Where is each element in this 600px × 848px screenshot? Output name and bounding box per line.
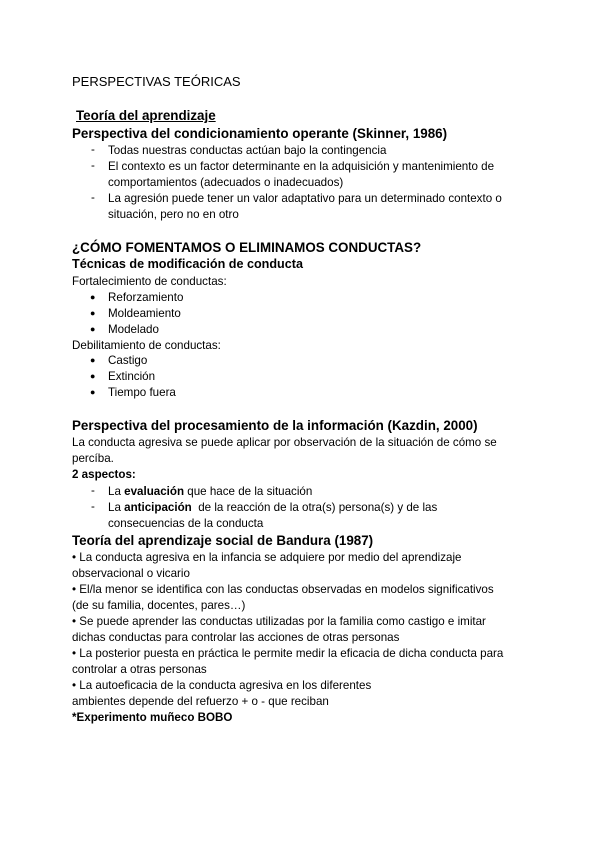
subheading-condicionamiento: Perspectiva del condicionamiento operante (Skinner, 1986) — [72, 126, 448, 141]
list-item-continuation: consecuencias de la conducta — [108, 517, 264, 530]
dash-bullet: - — [91, 484, 95, 497]
bullet-dot: ● — [90, 371, 96, 381]
list-item: Tiempo fuera — [108, 386, 176, 399]
document-title: PERSPECTIVAS TEÓRICAS — [72, 74, 241, 89]
aspect-keyword: evaluación — [124, 485, 185, 498]
paragraph-line: • El/la menor se identifica con las conductas observadas en modelos significativos — [72, 583, 494, 596]
aspects-label: 2 aspectos: — [72, 468, 136, 481]
weaken-label: Debilitamiento de conductas: — [72, 339, 221, 352]
strengthen-label: Fortalecimiento de conductas: — [72, 275, 227, 288]
paragraph-line: • La posterior puesta en práctica le permite medir la eficacia de dicha conducta para — [72, 647, 504, 660]
list-item: Extinción — [108, 370, 156, 383]
subheading-tecnicas: Técnicas de modificación de conducta — [72, 257, 303, 271]
paragraph-line: • Se puede aprender las conductas utilizadas por la familia como castigo e imitar — [72, 615, 486, 628]
bullet-dot: ● — [90, 355, 96, 365]
aspect-evaluacion — [108, 484, 312, 499]
bullet-dot: ● — [90, 308, 96, 318]
aspect-text: que hace de la situación — [184, 485, 313, 498]
aspect-prefix: La — [108, 501, 125, 514]
list-item: Reforzamiento — [108, 291, 184, 304]
section-heading-procesamiento: Perspectiva del procesamiento de la información (Kazdin, 2000) — [72, 418, 478, 433]
list-item: Todas nuestras conductas actúan bajo la contingencia — [108, 144, 387, 157]
list-item: Moldeamiento — [108, 307, 181, 320]
paragraph-line: controlar a otras personas — [72, 663, 207, 676]
section-heading-aprendizaje: Teoría del aprendizaje — [76, 108, 216, 123]
list-item-continuation: comportamientos (adecuados o inadecuados) — [108, 176, 344, 189]
aspect-prefix: La — [108, 485, 125, 498]
paragraph-line: ambientes depende del refuerzo + o - que reciban — [72, 695, 329, 708]
aspect-keyword: anticipación — [124, 501, 192, 514]
list-item-continuation: situación, pero no en otro — [108, 208, 239, 221]
dash-bullet: - — [91, 500, 95, 513]
paragraph-line: percíba. — [72, 452, 114, 465]
section-heading-bandura: Teoría del aprendizaje social de Bandura (1987) — [72, 533, 374, 548]
paragraph-line: (de su familia, docentes, pares…) — [72, 599, 246, 612]
list-item: El contexto es un factor determinante en la adquisición y mantenimiento de — [108, 160, 495, 173]
paragraph-line: • La autoeficacia de la conducta agresiva en los diferentes — [72, 679, 372, 692]
aspect-anticipacion — [108, 500, 437, 515]
list-item: Castigo — [108, 354, 148, 367]
paragraph-line: La conducta agresiva se puede aplicar por observación de la situación de cómo se — [72, 436, 497, 449]
paragraph-line: observacional o vicario — [72, 567, 190, 580]
bullet-dot: ● — [90, 324, 96, 334]
bullet-dot: ● — [90, 387, 96, 397]
paragraph-line: dichas conductas para controlar las acciones de otras personas — [72, 631, 400, 644]
experiment-note: *Experimento muñeco BOBO — [72, 711, 233, 724]
dash-bullet: - — [91, 143, 95, 156]
list-item: La agresión puede tener un valor adaptativo para un determinado contexto o — [108, 192, 502, 205]
bullet-dot: ● — [90, 292, 96, 302]
dash-bullet: - — [91, 159, 95, 172]
aspect-text: de la reacción de la otra(s) persona(s) y de las — [191, 501, 438, 514]
section-heading-conductas: ¿CÓMO FOMENTAMOS O ELIMINAMOS CONDUCTAS? — [72, 240, 422, 255]
list-item: Modelado — [108, 323, 159, 336]
dash-bullet: - — [91, 191, 95, 204]
paragraph-line: • La conducta agresiva en la infancia se adquiere por medio del aprendizaje — [72, 551, 462, 564]
